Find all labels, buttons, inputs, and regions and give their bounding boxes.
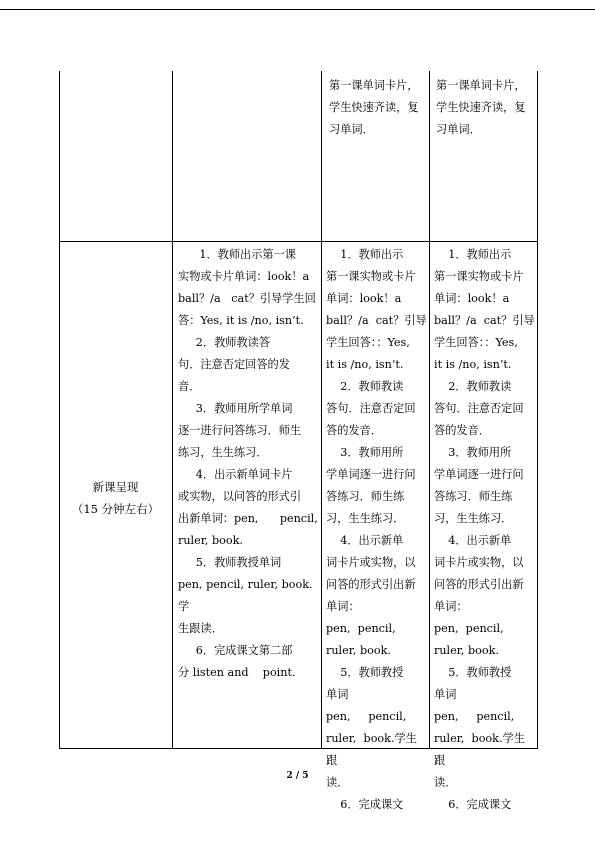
section-title: 新课呈现 [92, 480, 139, 494]
row2-col2-line: pen, pencil, ruler, book.学 [178, 578, 313, 613]
row2-col3-line: 4．出示新单 [326, 534, 404, 547]
row1-col4-line: 第一课单词卡片， [436, 79, 526, 92]
row2-col2-line: ruler, book. [178, 534, 243, 547]
row2-col2-line: 生跟读． [178, 622, 223, 635]
row2-col3-cell [326, 244, 427, 811]
table-divider-3 [429, 71, 430, 749]
page-number: 2 / 5 [286, 771, 309, 781]
row2-col4-line: it is /no, isn’t. [434, 358, 512, 371]
row2-col3-line: 答练习．师生练 [326, 490, 405, 503]
row2-col3-line: 3．教师用所 [326, 446, 404, 459]
row2-col3-line: it is /no, isn’t. [326, 358, 404, 371]
row2-col3-line: ruler, book. [326, 644, 391, 657]
row2-col4-line: 3．教师用所 [434, 446, 512, 459]
row1-col3-line: 学生快速齐读，复 [329, 101, 419, 114]
row2-col2-line: 实物或卡片单词：look！a [178, 270, 310, 283]
row2-col4-line: 单词：pen, pencil, [434, 600, 504, 635]
row2-col3-line: 学生回答：：Yes, [326, 336, 410, 349]
row2-col4-line: 习，生生练习． [434, 512, 513, 525]
row2-col3-line: ruler, book.学生跟 [326, 732, 417, 767]
row2-col4-line: 答句．注意否定回 [434, 402, 524, 415]
row2-col3-line: 习，生生练习． [326, 512, 405, 525]
row2-col4-line: 读． [434, 776, 457, 789]
row2-col4-line: 4．出示新单 [434, 534, 512, 547]
row2-col4-line: ruler, book. [434, 644, 499, 657]
row2-col4-line: 学生回答：：Yes, [434, 336, 518, 349]
table-border-right [537, 71, 538, 749]
row2-col2-line: 6．完成课文第二部 [178, 644, 293, 657]
row2-col2-line: 分 listen and point. [178, 666, 296, 679]
row2-col4-line: 单词：look！a [434, 292, 510, 305]
row2-col2-line: ball？/a cat？引导学生回 [178, 292, 316, 305]
row2-col4-line: 第一课实物或卡片 [434, 270, 524, 283]
row2-col3-line: 学单词逐一进行问 [326, 468, 416, 481]
row2-col3-line: 5．教师教授 [326, 666, 404, 679]
row2-col4-line: 答练习．师生练 [434, 490, 513, 503]
row2-col4-line: 单词 pen, pencil, [434, 688, 515, 723]
row2-col4-line: 6．完成课文 [434, 798, 512, 811]
table-divider-1 [172, 71, 173, 749]
row2-col3-line: 答的发音． [326, 424, 382, 437]
row2-col3-line: 词卡片或实物，以 [326, 556, 416, 569]
row2-col2-line: 或实物，以问答的形式引 [178, 490, 302, 503]
table-row-divider [59, 241, 537, 242]
row2-col4-line: 词卡片或实物，以 [434, 556, 524, 569]
section-time: （15 分钟左右） [71, 502, 160, 516]
row2-col2-line: 答：Yes, it is /no, isn’t. [178, 314, 304, 327]
row2-col2-line: 1．教师出示第一课 [178, 248, 296, 261]
table-border-left [59, 71, 60, 749]
row1-col3-line: 习单词． [329, 123, 374, 136]
row2-col2-line: 5．教师教授单词 [178, 556, 282, 569]
row1-col4-line: 学生快速齐读，复 [436, 101, 526, 114]
row2-col4-line: 学单词逐一进行问 [434, 468, 524, 481]
row2-col2-line: 2．教师教读答 [178, 336, 271, 349]
row1-col4-line: 习单词． [436, 123, 481, 136]
row2-col4-cell [434, 244, 536, 811]
row2-col2-line: 句．注意否定回答的发 [178, 358, 290, 371]
row2-col4-line: ball？/a cat？引导 [434, 314, 535, 327]
row2-col3-line: 单词 pen, pencil, [326, 688, 407, 723]
row2-col3-line: 1．教师出示 [326, 248, 404, 261]
row2-col4-line: 1．教师出示 [434, 248, 512, 261]
row1-col3-cell [329, 75, 427, 141]
row2-col4-line: 问答的形式引出新 [434, 578, 524, 591]
row2-col3-line: 第一课实物或卡片 [326, 270, 416, 283]
row2-col2-line: 逐一进行问答练习．师生 [178, 424, 302, 437]
row2-col3-line: 问答的形式引出新 [326, 578, 416, 591]
row2-col4-line: ruler, book.学生跟 [434, 732, 525, 767]
row1-col4-cell [436, 75, 536, 141]
row2-col2-line: 练习，生生练习． [178, 446, 268, 459]
header-rule [0, 9, 595, 10]
row2-col2-line: 出新单词：pen, pencil, [178, 512, 318, 525]
row2-col2-line: 4．出示新单词卡片 [178, 468, 293, 481]
row2-col2-line: 音． [178, 380, 201, 393]
table-divider-2 [321, 71, 322, 749]
row2-col4-line: 5．教师教授 [434, 666, 512, 679]
row2-col4-line: 答的发音． [434, 424, 490, 437]
row2-col2-line: 3．教师用所学单词 [178, 402, 293, 415]
row2-col3-line: 单词：pen, pencil, [326, 600, 396, 635]
row2-col3-line: 读． [326, 776, 349, 789]
row2-col3-line: ball？/a cat？引导 [326, 314, 427, 327]
row2-col3-line: 6．完成课文 [326, 798, 404, 811]
row2-col3-line: 单词：look！a [326, 292, 402, 305]
row2-col3-line: 2．教师教读 [326, 380, 404, 393]
row2-col4-line: 2．教师教读 [434, 380, 512, 393]
row2-col3-line: 答句．注意否定回 [326, 402, 416, 415]
row1-col3-line: 第一课单词卡片， [329, 79, 419, 92]
section-label [59, 476, 172, 520]
row2-col2-cell [178, 244, 320, 679]
